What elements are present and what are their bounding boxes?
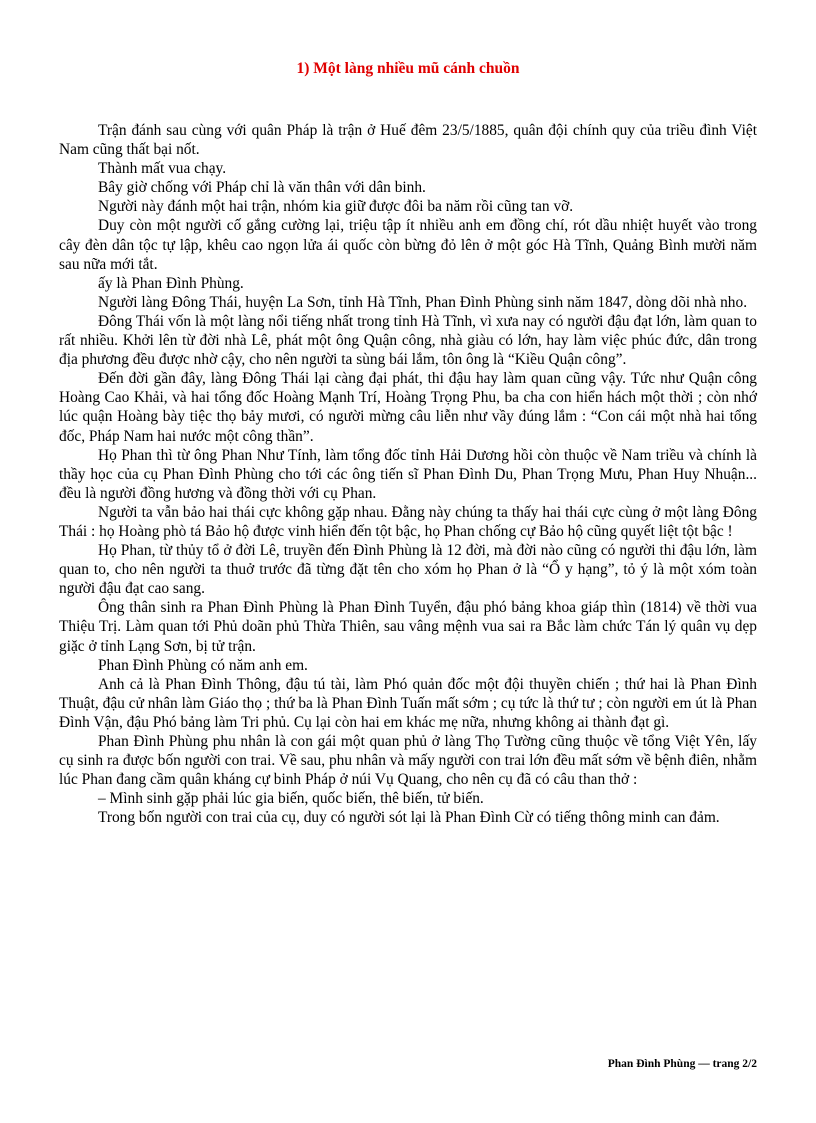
chapter-title: 1) Một làng nhiều mũ cánh chuồn	[296, 60, 520, 77]
paragraph: Người này đánh một hai trận, nhóm kia giữ được đôi ba năm rồi cũng tan vỡ.	[98, 198, 574, 216]
paragraph: Đông Thái vốn là một làng nổi tiếng nhất trong tỉnh Hà Tĩnh, vì xưa nay có người đậu đạt lớn, làm quan to rất nhiều. Khởi lên từ đời nhà Lê, phát một ông Quận công, nhà giàu có lớn, hay làm việc phúc đức, dân trong địa phương đều được nhờ cậy, cho nên người ta sùng bái lắm, tôn ông là “Kiều Quận công”.	[59, 312, 757, 369]
paragraph: Bây giờ chống với Pháp chỉ là văn thân với dân binh.	[98, 179, 426, 197]
paragraph: Họ Phan, từ thủy tổ ở đời Lê, truyền đến Đình Phùng là 12 đời, mà đời nào cũng có người thi đậu lớn, làm quan to, cho nên người ta thuở trước đã từng đặt tên cho xóm họ Phan ở là “Ổ y hạng”, tỏ ý là một xóm toàn người đậu đạt cao sang.	[59, 542, 757, 598]
paragraph: Duy còn một người cố gắng cường lại, triệu tập ít nhiều anh em đồng chí, rót dầu nhiệt huyết vào trong cây đèn dân tộc tự lập, khêu cao ngọn lửa ái quốc còn bừng đỏ lên ở một góc Hà Tĩnh, Quảng Bình mười năm sau nữa mới tắt.	[59, 217, 757, 273]
paragraph: Ông thân sinh ra Phan Đình Phùng là Phan Đình Tuyển, đậu phó bảng khoa giáp thìn (1814) về thời vua Thiệu Trị. Làm quan tới Phủ doãn phủ Thừa Thiên, sau vâng mệnh vua sai ra Bắc làm chức Tán lý quân vụ dẹp giặc ở tỉnh Lạng Sơn, bị tử trận.	[59, 599, 757, 655]
paragraph: Người làng Đông Thái, huyện La Sơn, tỉnh Hà Tĩnh, Phan Đình Phùng sinh năm 1847, dòng dõi nhà nho.	[98, 293, 748, 311]
document-body	[59, 121, 757, 827]
paragraph: Phan Đình Phùng có năm anh em.	[98, 656, 308, 674]
paragraph: Trận đánh sau cùng với quân Pháp là trận ở Huế đêm 23/5/1885, quân đội chính quy của triều đình Việt Nam cũng thất bại nốt.	[59, 122, 757, 159]
paragraph: – Mình sinh gặp phải lúc gia biến, quốc biến, thê biến, tử biến.	[98, 790, 484, 808]
page-footer: Phan Đình Phùng — trang 2/2	[607, 1058, 757, 1070]
paragraph: Thành mất vua chạy.	[98, 160, 227, 178]
paragraph: Anh cả là Phan Đình Thông, đậu tú tài, làm Phó quản đốc một đội thuyền chiến ; thứ hai là Phan Đình Thuật, đậu cử nhân làm Giáo thọ ; thứ ba là Phan Đình Tuấn mất sớm ; cụ tức là thứ tư ; còn người em út là Phan Đình Vận, đậu Phó bảng làm Tri phủ. Cụ lại còn hai em khác mẹ nữa, nhưng không ai thành đạt gì.	[59, 675, 757, 731]
paragraph: Người ta vẫn bảo hai thái cực không gặp nhau. Đằng này chúng ta thấy hai thái cực cùng ở một làng Đông Thái : họ Hoàng phò tá Bảo hộ được vinh hiển đến tột bậc, họ Phan chống cự Bảo hộ cũng quyết liệt tột bậc !	[59, 503, 757, 540]
paragraph: Đến đời gần đây, làng Đông Thái lại càng đại phát, thi đậu hay làm quan cũng vậy. Tức như Quận công Hoàng Cao Khải, và hai tổng đốc Hoàng Mạnh Trí, Hoàng Trọng Phu, ba cha con hiển hách một thời ; còn nhớ lúc quận Hoàng bày tiệc thọ bảy mươi, có người mừng câu liễn như vầy đúng lắm : “Con cái một nhà hai tổng đốc, Pháp Nam hai nước một công thần”.	[59, 370, 757, 445]
paragraph: Họ Phan thì từ ông Phan Như Tính, làm tổng đốc tỉnh Hải Dương hồi còn thuộc về Nam triều và chính là thầy học của cụ Phan Đình Phùng cho tới các ông tiến sĩ Phan Đình Du, Phan Trọng Mưu, Phan Huy Nhuận... đều là người đồng hương và đồng thời với cụ Phan.	[59, 446, 757, 502]
paragraph: ấy là Phan Đình Phùng.	[98, 274, 244, 292]
paragraph: Phan Đình Phùng phu nhân là con gái một quan phủ ở làng Thọ Tường cũng thuộc về tổng Việt Yên, lấy cụ sinh ra được bốn người con trai. Về sau, phu nhân và mấy người con trai lớn đều mất sớm về bệnh điên, nhằm lúc Phan đang cầm quân kháng cự binh Pháp ở núi Vụ Quang, cho nên cụ đã có câu than thở :	[59, 733, 757, 789]
paragraph: Trong bốn người con trai của cụ, duy có người sót lại là Phan Đình Cừ có tiếng thông minh can đảm.	[98, 809, 720, 827]
